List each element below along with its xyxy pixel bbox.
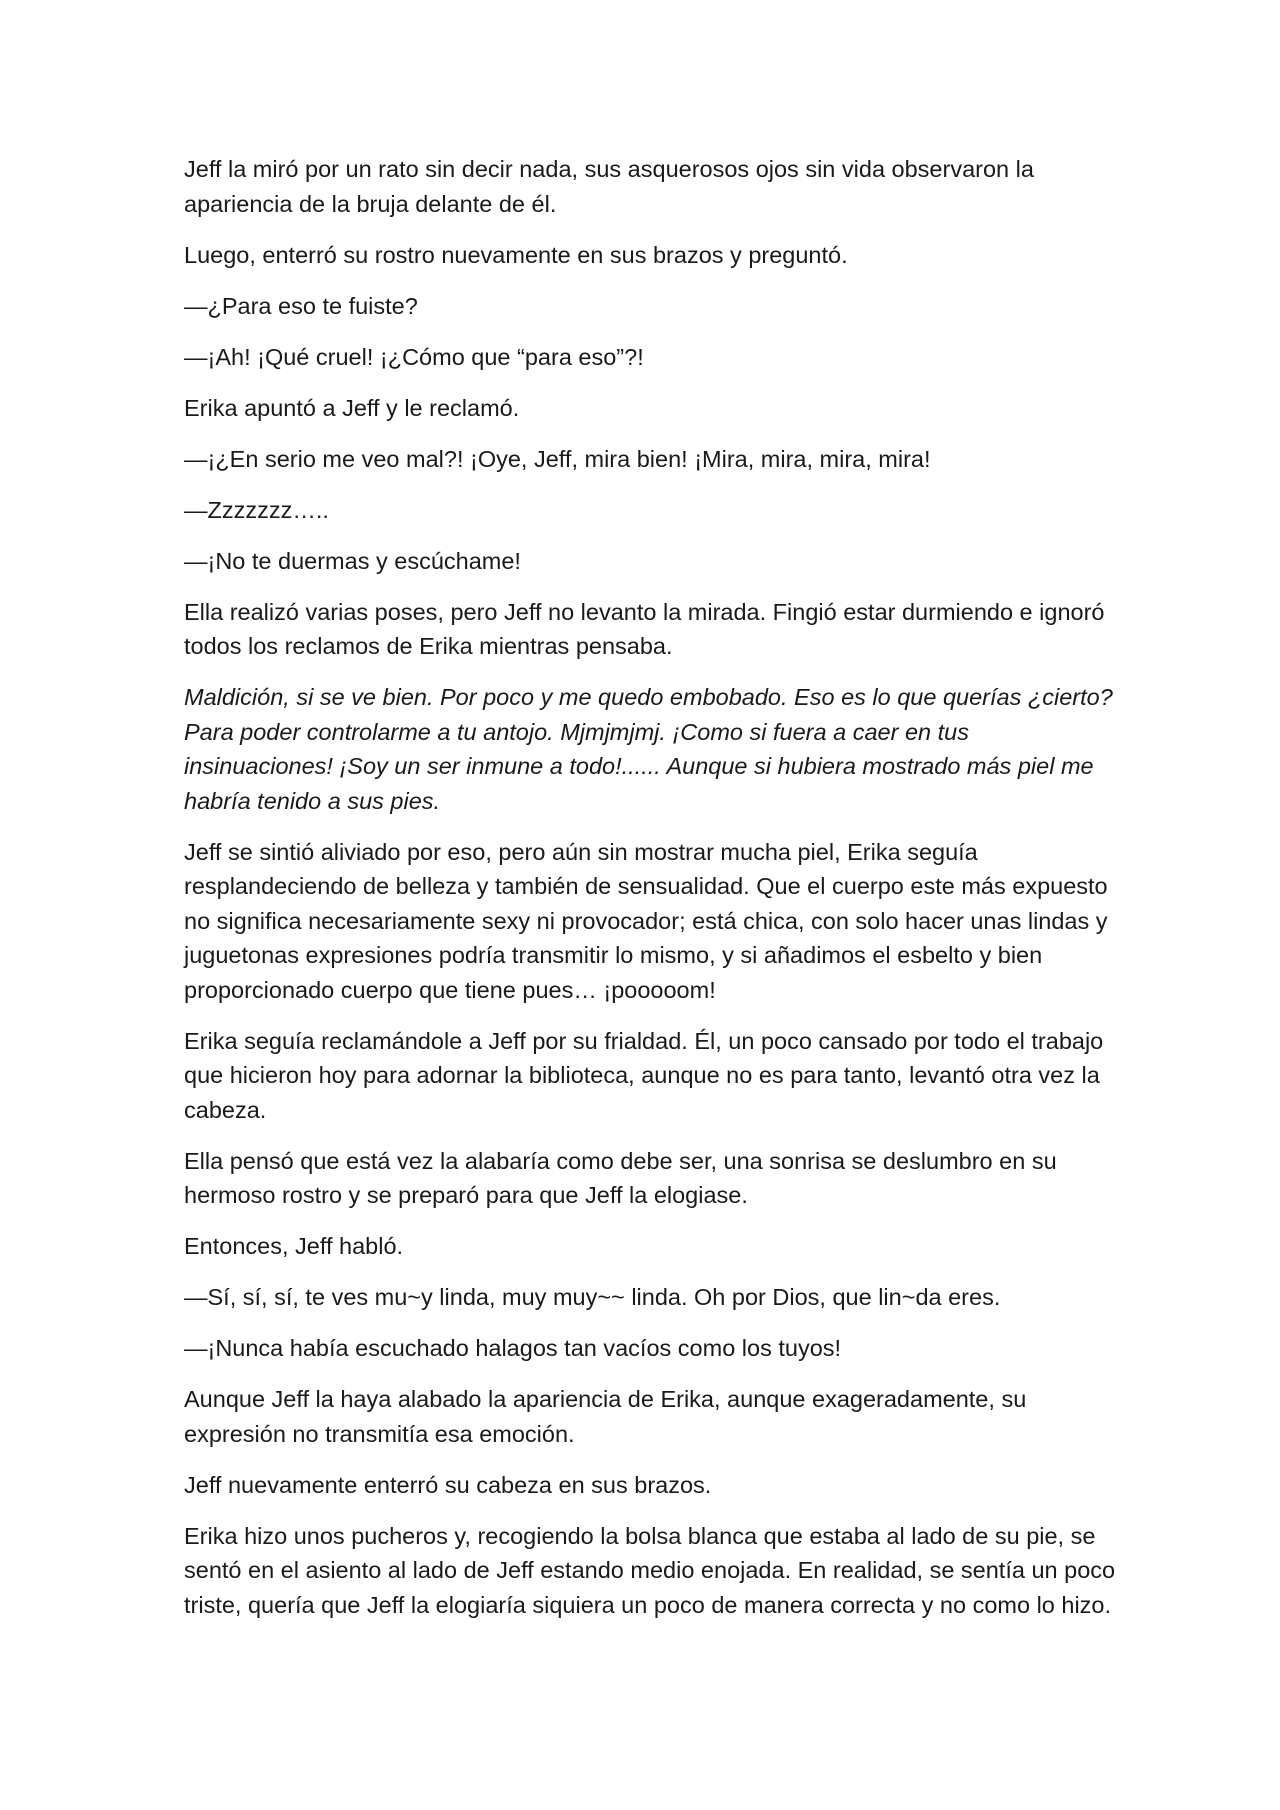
document-page	[184, 152, 1124, 1639]
paragraph-5: Jeff se sintió aliviado por eso, pero aún sin mostrar mucha piel, Erika seguía resplandeciendo de belleza y también de sensualidad. Que el cuerpo este más expuesto no significa necesariamente sexy ni provocador; está chica, con solo hacer unas lindas y juguetonas expresiones podría transmitir lo mismo, y si añadimos el esbelto y bien proporcionado cuerpo que tiene pues… ¡pooooom!	[184, 838, 1108, 1003]
dialogue-line-1: —¿Para eso te fuiste?	[184, 292, 418, 319]
paragraph-6: Erika seguía reclamándole a Jeff por su frialdad. Él, un poco cansado por todo el trabajo que hicieron hoy para adornar la biblioteca, aunque no es para tanto, levantó otra vez la cabeza.	[184, 1027, 1104, 1123]
paragraph-11: Erika hizo unos pucheros y, recogiendo la bolsa blanca que estaba al lado de su pie, se sentó en el asiento al lado de Jeff estando medio enojada. En realidad, se sentía un poco triste, quería que Jeff la elogiaría siquiera un poco de manera correcta y no como lo hizo.	[184, 1522, 1116, 1618]
dialogue-line-2: —¡Ah! ¡Qué cruel! ¡¿Cómo que “para eso”?!	[184, 343, 644, 370]
dialogue-line-5: —¡No te duermas y escúchame!	[184, 547, 521, 574]
dialogue-line-4: —Zzzzzzz…..	[184, 496, 329, 523]
dialogue-line-6: —Sí, sí, sí, te ves mu~y linda, muy muy~~ linda. Oh por Dios, que lin~da eres.	[184, 1284, 1001, 1310]
paragraph-4: Ella realizó varias poses, pero Jeff no levanto la mirada. Fingió estar durmiendo e ignoró todos los reclamos de Erika mientras pensaba.	[184, 598, 1105, 659]
paragraph-3: Erika apuntó a Jeff y le reclamó.	[184, 394, 520, 421]
dialogue-line-3: —¡¿En serio me veo mal?! ¡Oye, Jeff, mira bien! ¡Mira, mira, mira, mira!	[184, 445, 931, 472]
dialogue-line-7: —¡Nunca había escuchado halagos tan vacíos como los tuyos!	[184, 1335, 842, 1361]
paragraph-8: Entonces, Jeff habló.	[184, 1233, 404, 1259]
paragraph-9: Aunque Jeff la haya alabado la apariencia de Erika, aunque exageradamente, su expresión no transmitía esa emoción.	[184, 1386, 1027, 1447]
paragraph-7: Ella pensó que está vez la alabaría como debe ser, una sonrisa se deslumbro en su hermoso rostro y se preparó para que Jeff la elogiase.	[184, 1147, 1057, 1208]
paragraph-1: Jeff la miró por un rato sin decir nada, sus asquerosos ojos sin vida observaron la apariencia de la bruja delante de él.	[184, 156, 1034, 217]
paragraph-2: Luego, enterró su rostro nuevamente en sus brazos y preguntó.	[184, 241, 848, 268]
paragraph-10: Jeff nuevamente enterró su cabeza en sus brazos.	[184, 1471, 712, 1498]
inner-thought-paragraph: Maldición, si se ve bien. Por poco y me quedo embobado. Eso es lo que querías ¿cierto? Para poder controlarme a tu antojo. Mjmjmjmj. ¡Como si fuera a caer en tus insinuaciones! ¡Soy un ser inmune a todo!...... Aunque si hubiera mostrado más piel me habría tenido a sus pies.	[184, 684, 1113, 814]
